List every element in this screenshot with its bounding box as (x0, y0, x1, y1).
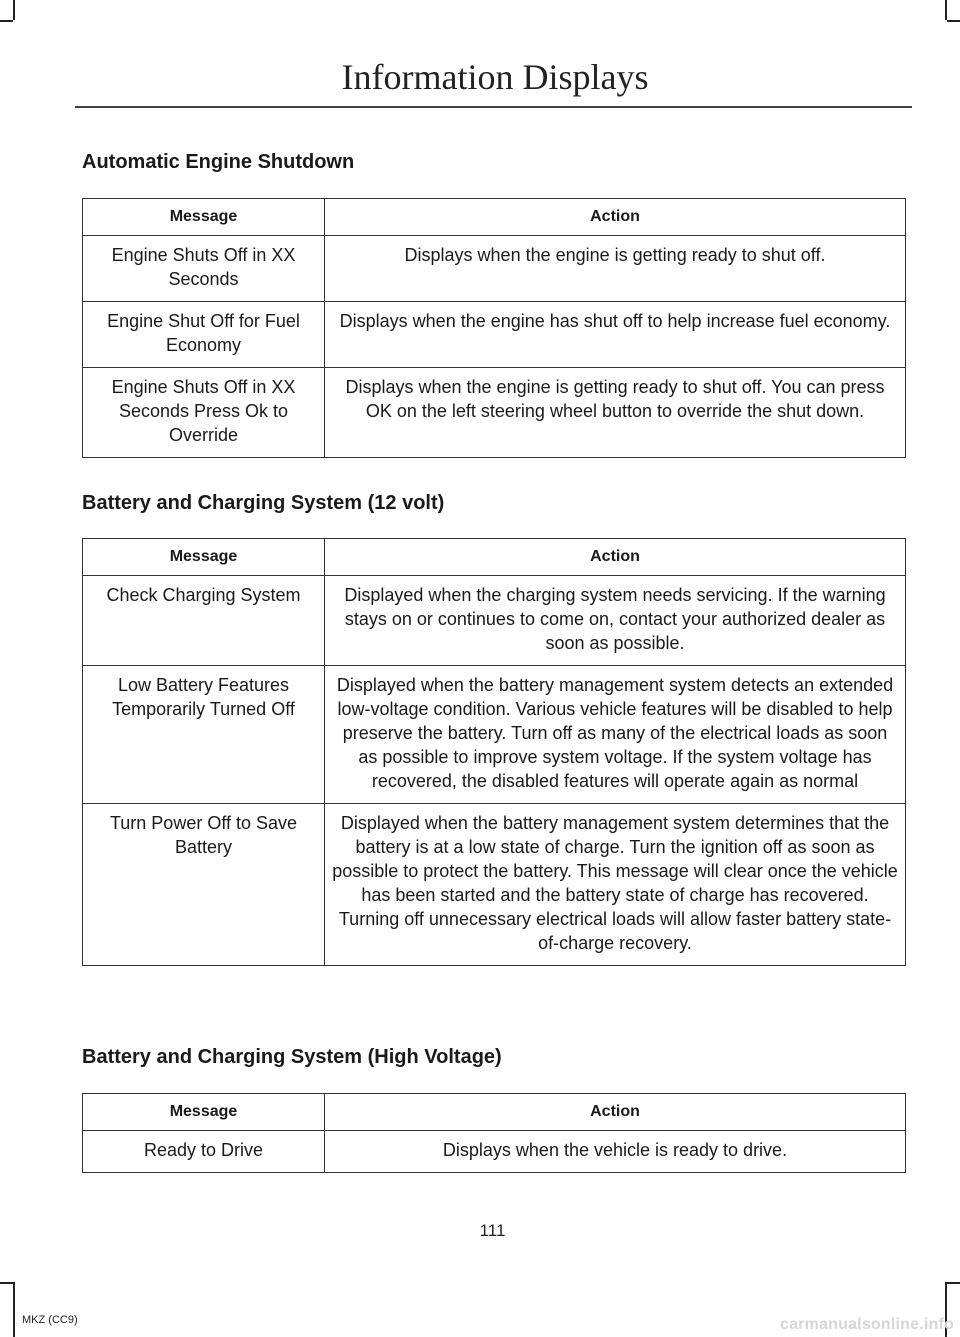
crop-mark (947, 1282, 960, 1284)
table-row (83, 804, 906, 966)
section-title-battery-12v: Battery and Charging System (12 volt) (82, 492, 445, 514)
crop-mark (945, 0, 947, 20)
table-row (83, 236, 906, 302)
table-header-row (83, 199, 906, 236)
action-cell: Displays when the engine is getting ready to shut off. You can press OK on the left steering wheel button to override the shut down. (325, 368, 906, 458)
column-header-message: Message (83, 1094, 325, 1131)
table-battery-high-voltage (82, 1093, 906, 1173)
watermark-text: carmanualsonline.info (779, 1316, 954, 1333)
header-divider (75, 106, 912, 108)
message-cell: Engine Shuts Off in XX Seconds (83, 236, 325, 302)
message-cell: Engine Shuts Off in XX Seconds Press Ok to Override (83, 368, 325, 458)
message-cell: Engine Shut Off for Fuel Economy (83, 302, 325, 368)
table-header-row (83, 539, 906, 576)
table-row (83, 1131, 906, 1173)
action-cell: Displayed when the charging system needs servicing. If the warning stays on or continues to come on, contact your authorized dealer as soon as possible. (325, 576, 906, 666)
column-header-message: Message (83, 199, 325, 236)
table-row (83, 576, 906, 666)
message-cell: Check Charging System (83, 576, 325, 666)
crop-mark (13, 1282, 15, 1337)
action-cell: Displays when the engine is getting ready to shut off. (325, 236, 906, 302)
action-cell: Displays when the engine has shut off to help increase fuel economy. (325, 302, 906, 368)
action-cell: Displays when the vehicle is ready to drive. (325, 1131, 906, 1173)
crop-mark (13, 0, 15, 20)
table-battery-12v (82, 538, 906, 966)
section-title-battery-high-voltage: Battery and Charging System (High Voltage) (82, 1046, 502, 1068)
action-cell: Displayed when the battery management system detects an extended low-voltage condition. Various vehicle features will be disabled to help preserve the battery. Turn off as many of the electrical loads as soon as possible to improve system voltage. If the system voltage has recovered, the disabled features will operate again as normal (325, 666, 906, 804)
column-header-action: Action (325, 1094, 906, 1131)
message-cell: Low Battery Features Temporarily Turned Off (83, 666, 325, 804)
table-automatic-engine-shutdown (82, 198, 906, 458)
page-title: Information Displays (341, 57, 649, 97)
model-code: MKZ (CC9) (22, 1314, 78, 1326)
crop-mark (947, 20, 960, 22)
section-title-automatic-engine-shutdown: Automatic Engine Shutdown (82, 151, 355, 173)
page-number: 111 (479, 1221, 506, 1240)
table-row (83, 302, 906, 368)
column-header-action: Action (325, 539, 906, 576)
column-header-action: Action (325, 199, 906, 236)
table-row (83, 666, 906, 804)
table-header-row (83, 1094, 906, 1131)
column-header-message: Message (83, 539, 325, 576)
message-cell: Turn Power Off to Save Battery (83, 804, 325, 966)
crop-mark (0, 20, 13, 22)
message-cell: Ready to Drive (83, 1131, 325, 1173)
action-cell: Displayed when the battery management system determines that the battery is at a low state of charge. Turn the ignition off as soon as possible to protect the battery. This message will clear once the vehicle has been started and the battery state of charge has recovered. Turning off unnecessary electrical loads will allow faster battery state-of-charge recovery. (325, 804, 906, 966)
table-row (83, 368, 906, 458)
crop-mark (0, 1282, 13, 1284)
